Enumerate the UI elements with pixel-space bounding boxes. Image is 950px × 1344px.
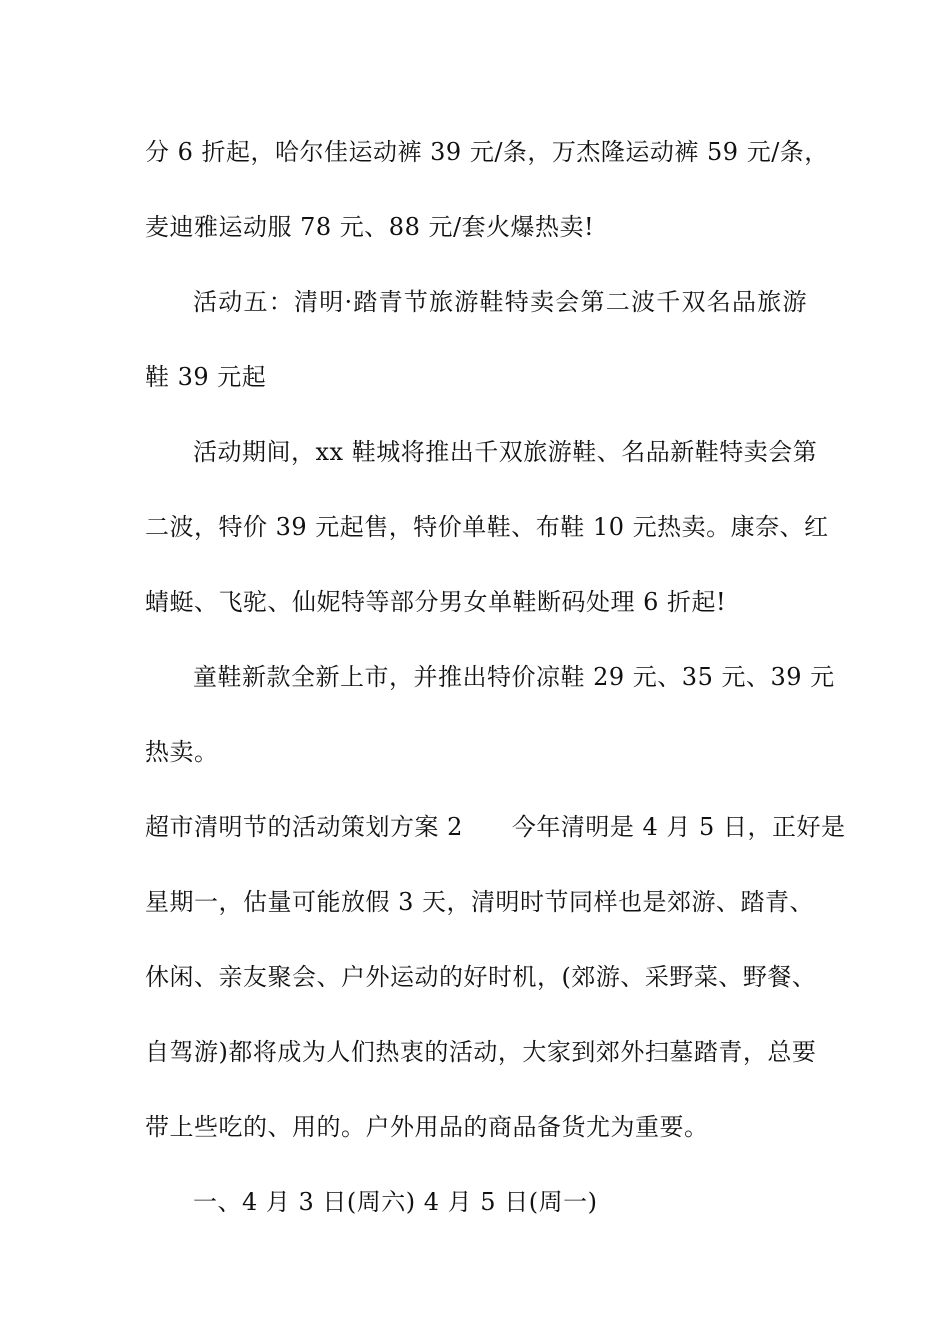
text-line: 活动五：清明·踏青节旅游鞋特卖会第二波千双名品旅游 (193, 288, 807, 316)
text-line: 星期一，估量可能放假 3 天，清明时节同样也是郊游、踏青、 (145, 888, 815, 916)
section-heading: 一、4 月 3 日(周六) 4 月 5 日(周一) (193, 1188, 598, 1216)
text-line: 自驾游)都将成为人们热衷的活动，大家到郊外扫墓踏青，总要 (145, 1038, 817, 1066)
text-line: 活动期间，xx 鞋城将推出千双旅游鞋、名品新鞋特卖会第 (193, 438, 818, 466)
text-line: 带上些吃的、用的。户外用品的商品备货尤为重要。 (145, 1113, 709, 1141)
text-line: 童鞋新款全新上市，并推出特价凉鞋 29 元、35 元、39 元 (193, 663, 835, 691)
text-line: 休闲、亲友聚会、户外运动的好时机，(郊游、采野菜、野餐、 (145, 963, 817, 991)
text-line: 蜻蜓、飞驼、仙妮特等部分男女单鞋断码处理 6 折起! (145, 588, 727, 616)
text-line: 超市清明节的活动策划方案 2 今年清明是 4 月 5 日，正好是 (145, 813, 846, 841)
text-line: 麦迪雅运动服 78 元、88 元/套火爆热卖! (145, 213, 595, 241)
text-line: 二波，特价 39 元起售，特价单鞋、布鞋 10 元热卖。康奈、红 (145, 513, 829, 541)
text-line: 鞋 39 元起 (145, 363, 267, 391)
text-line: 分 6 折起，哈尔佳运动裤 39 元/条，万杰隆运动裤 59 元/条， (145, 138, 829, 166)
text-line: 热卖。 (145, 738, 219, 766)
